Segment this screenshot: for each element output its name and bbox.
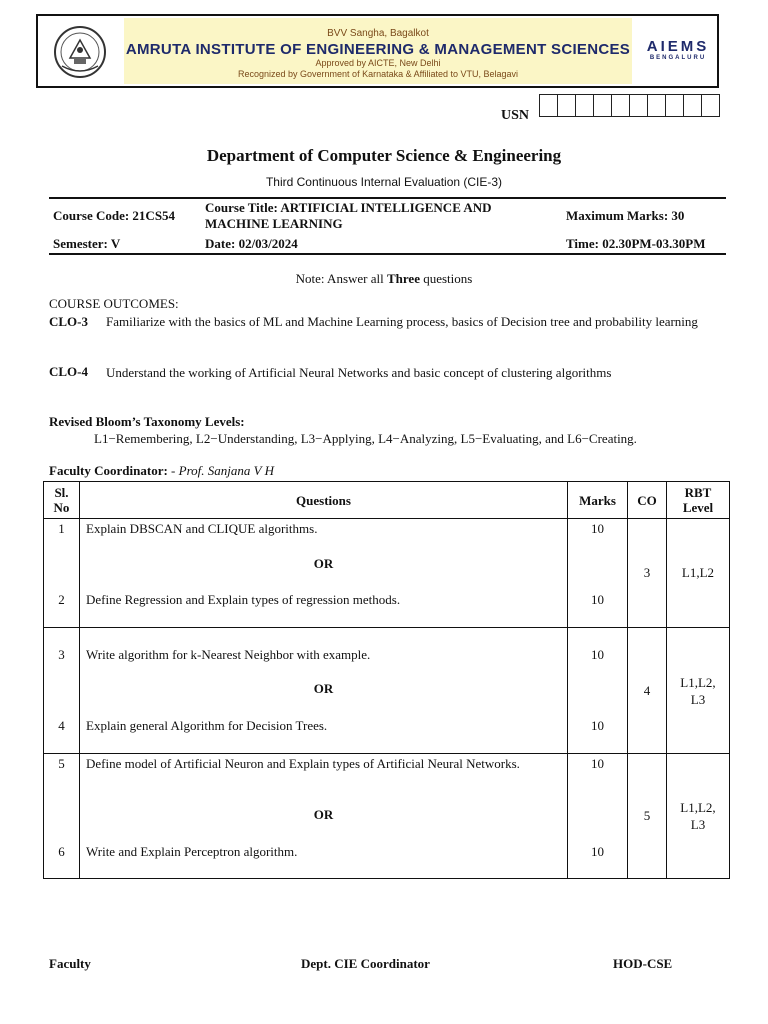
usn-label: USN: [501, 108, 530, 123]
sl-number: 1: [58, 521, 65, 536]
or-label: OR: [313, 556, 334, 571]
usn-digit-box[interactable]: [558, 94, 576, 116]
sl-number: 4: [58, 718, 65, 733]
table-header-row: [44, 482, 730, 519]
clo-text: Understand the working of Artificial Neural Networks and basic concept of clustering algorithms: [106, 365, 612, 380]
note-emphasis: Three: [386, 271, 420, 286]
co-value: 3: [628, 519, 667, 628]
note-prefix: Note: Answer all: [295, 271, 387, 286]
header-marks: Marks: [568, 482, 628, 519]
sl-cell: [44, 519, 80, 628]
header-co: CO: [628, 482, 667, 519]
faculty-coordinator-label: Faculty Coordinator:: [49, 463, 168, 478]
question-text: Write and Explain Perceptron algorithm.: [86, 844, 298, 859]
rbt-levels: L1−Remembering, L2−Understanding, L3−Applying, L4−Analyzing, L5−Evaluating, and L6−Creating.: [94, 431, 637, 446]
info-top-rule: [49, 197, 726, 199]
marks-cell: [568, 628, 628, 754]
rbt-value: L1,L2, L3: [667, 628, 730, 754]
approval-text: Approved by AICTE, New Delhi: [315, 58, 441, 68]
usn-boxes[interactable]: [539, 94, 720, 117]
brand-mark: [638, 38, 718, 61]
co-value: 4: [628, 628, 667, 754]
rbt-heading: Revised Bloom’s Taxonomy Levels:: [49, 414, 245, 429]
course-title: Course Title: ARTIFICIAL INTELLIGENCE AND MACHINE LEARNING: [205, 200, 492, 231]
table-row: [44, 754, 730, 879]
marks-cell: [568, 754, 628, 879]
question-cell: [80, 519, 568, 628]
questions-table: [43, 481, 730, 879]
question-text: Write algorithm for k-Nearest Neighbor with example.: [86, 647, 371, 662]
question-text: Explain general Algorithm for Decision Trees.: [86, 718, 328, 733]
marks-value: 10: [591, 718, 604, 733]
info-bottom-rule: [49, 253, 726, 255]
course-outcomes-heading: COURSE OUTCOMES:: [49, 296, 179, 311]
header-questions: Questions: [80, 482, 568, 519]
marks-value: 10: [591, 521, 604, 536]
marks-value: 10: [591, 756, 604, 771]
marks-value: 10: [591, 844, 604, 859]
course-code: Course Code: 21CS54: [53, 208, 176, 223]
semester: Semester: V: [53, 236, 121, 251]
clo-id: CLO-4: [49, 364, 88, 379]
marks-value: 10: [591, 592, 604, 607]
rbt-value: L1,L2, L3: [667, 754, 730, 879]
faculty-coordinator: [49, 463, 274, 479]
sl-cell: [44, 628, 80, 754]
brand-location: BENGALURU: [649, 55, 707, 61]
instruction-note: [0, 271, 768, 287]
usn-digit-box[interactable]: [540, 94, 558, 116]
question-text: Explain DBSCAN and CLIQUE algorithms.: [86, 521, 318, 536]
faculty-coordinator-name: Prof. Sanjana V H: [178, 463, 274, 478]
sangha-text: BVV Sangha, Bagalkot: [327, 28, 429, 39]
usn-digit-box[interactable]: [576, 94, 594, 116]
clo-text: Familiarize with the basics of ML and Machine Learning process, basics of Decision tree and probability learning: [106, 314, 698, 329]
question-cell: [80, 628, 568, 754]
header-rbt-level: RBT Level: [667, 482, 730, 519]
table-row: [44, 519, 730, 628]
note-suffix: questions: [419, 271, 473, 286]
sl-number: 5: [58, 756, 65, 771]
header-sl-no: Sl. No: [44, 482, 80, 519]
sl-number: 6: [58, 844, 65, 859]
question-cell: [80, 754, 568, 879]
question-text: Define model of Artificial Neuron and Explain types of Artificial Neural Networks.: [86, 756, 520, 771]
exam-title: Third Continuous Internal Evaluation (CIE-3): [265, 175, 503, 189]
exam-date: Date: 02/03/2024: [205, 236, 298, 251]
faculty-signature-label: Faculty: [49, 956, 91, 971]
rbt-value: L1,L2: [667, 519, 730, 628]
sl-number: 2: [58, 592, 65, 607]
or-label: OR: [313, 681, 334, 696]
usn-digit-box[interactable]: [594, 94, 612, 116]
institute-banner: [36, 14, 719, 88]
sl-cell: [44, 754, 80, 879]
exam-time: Time: 02.30PM-03.30PM: [566, 236, 706, 251]
table-row: [44, 628, 730, 754]
institute-logo-icon: [52, 24, 108, 80]
question-text: Define Regression and Explain types of regression methods.: [86, 592, 401, 607]
maximum-marks: Maximum Marks: 30: [566, 208, 685, 223]
usn-digit-box[interactable]: [630, 94, 648, 116]
cie-coordinator-signature-label: Dept. CIE Coordinator: [301, 956, 430, 971]
department-title: Department of Computer Science & Engineering: [206, 146, 562, 165]
faculty-coordinator-sep: -: [167, 463, 179, 478]
brand-name: AIEMS: [646, 38, 710, 55]
marks-cell: [568, 519, 628, 628]
usn-digit-box[interactable]: [702, 94, 720, 116]
institute-name: AMRUTA INSTITUTE OF ENGINEERING & MANAGEMENT SCIENCES: [125, 41, 631, 58]
usn-digit-box[interactable]: [666, 94, 684, 116]
recognition-text: Recognized by Government of Karnataka & Affiliated to VTU, Belagavi: [238, 69, 518, 79]
or-label: OR: [313, 807, 334, 822]
sl-number: 3: [58, 647, 65, 662]
usn-digit-box[interactable]: [648, 94, 666, 116]
hod-signature-label: HOD-CSE: [613, 956, 673, 971]
usn-digit-box[interactable]: [612, 94, 630, 116]
co-value: 5: [628, 754, 667, 879]
usn-digit-box[interactable]: [684, 94, 702, 116]
marks-value: 10: [591, 647, 604, 662]
clo-id: CLO-3: [49, 314, 88, 329]
